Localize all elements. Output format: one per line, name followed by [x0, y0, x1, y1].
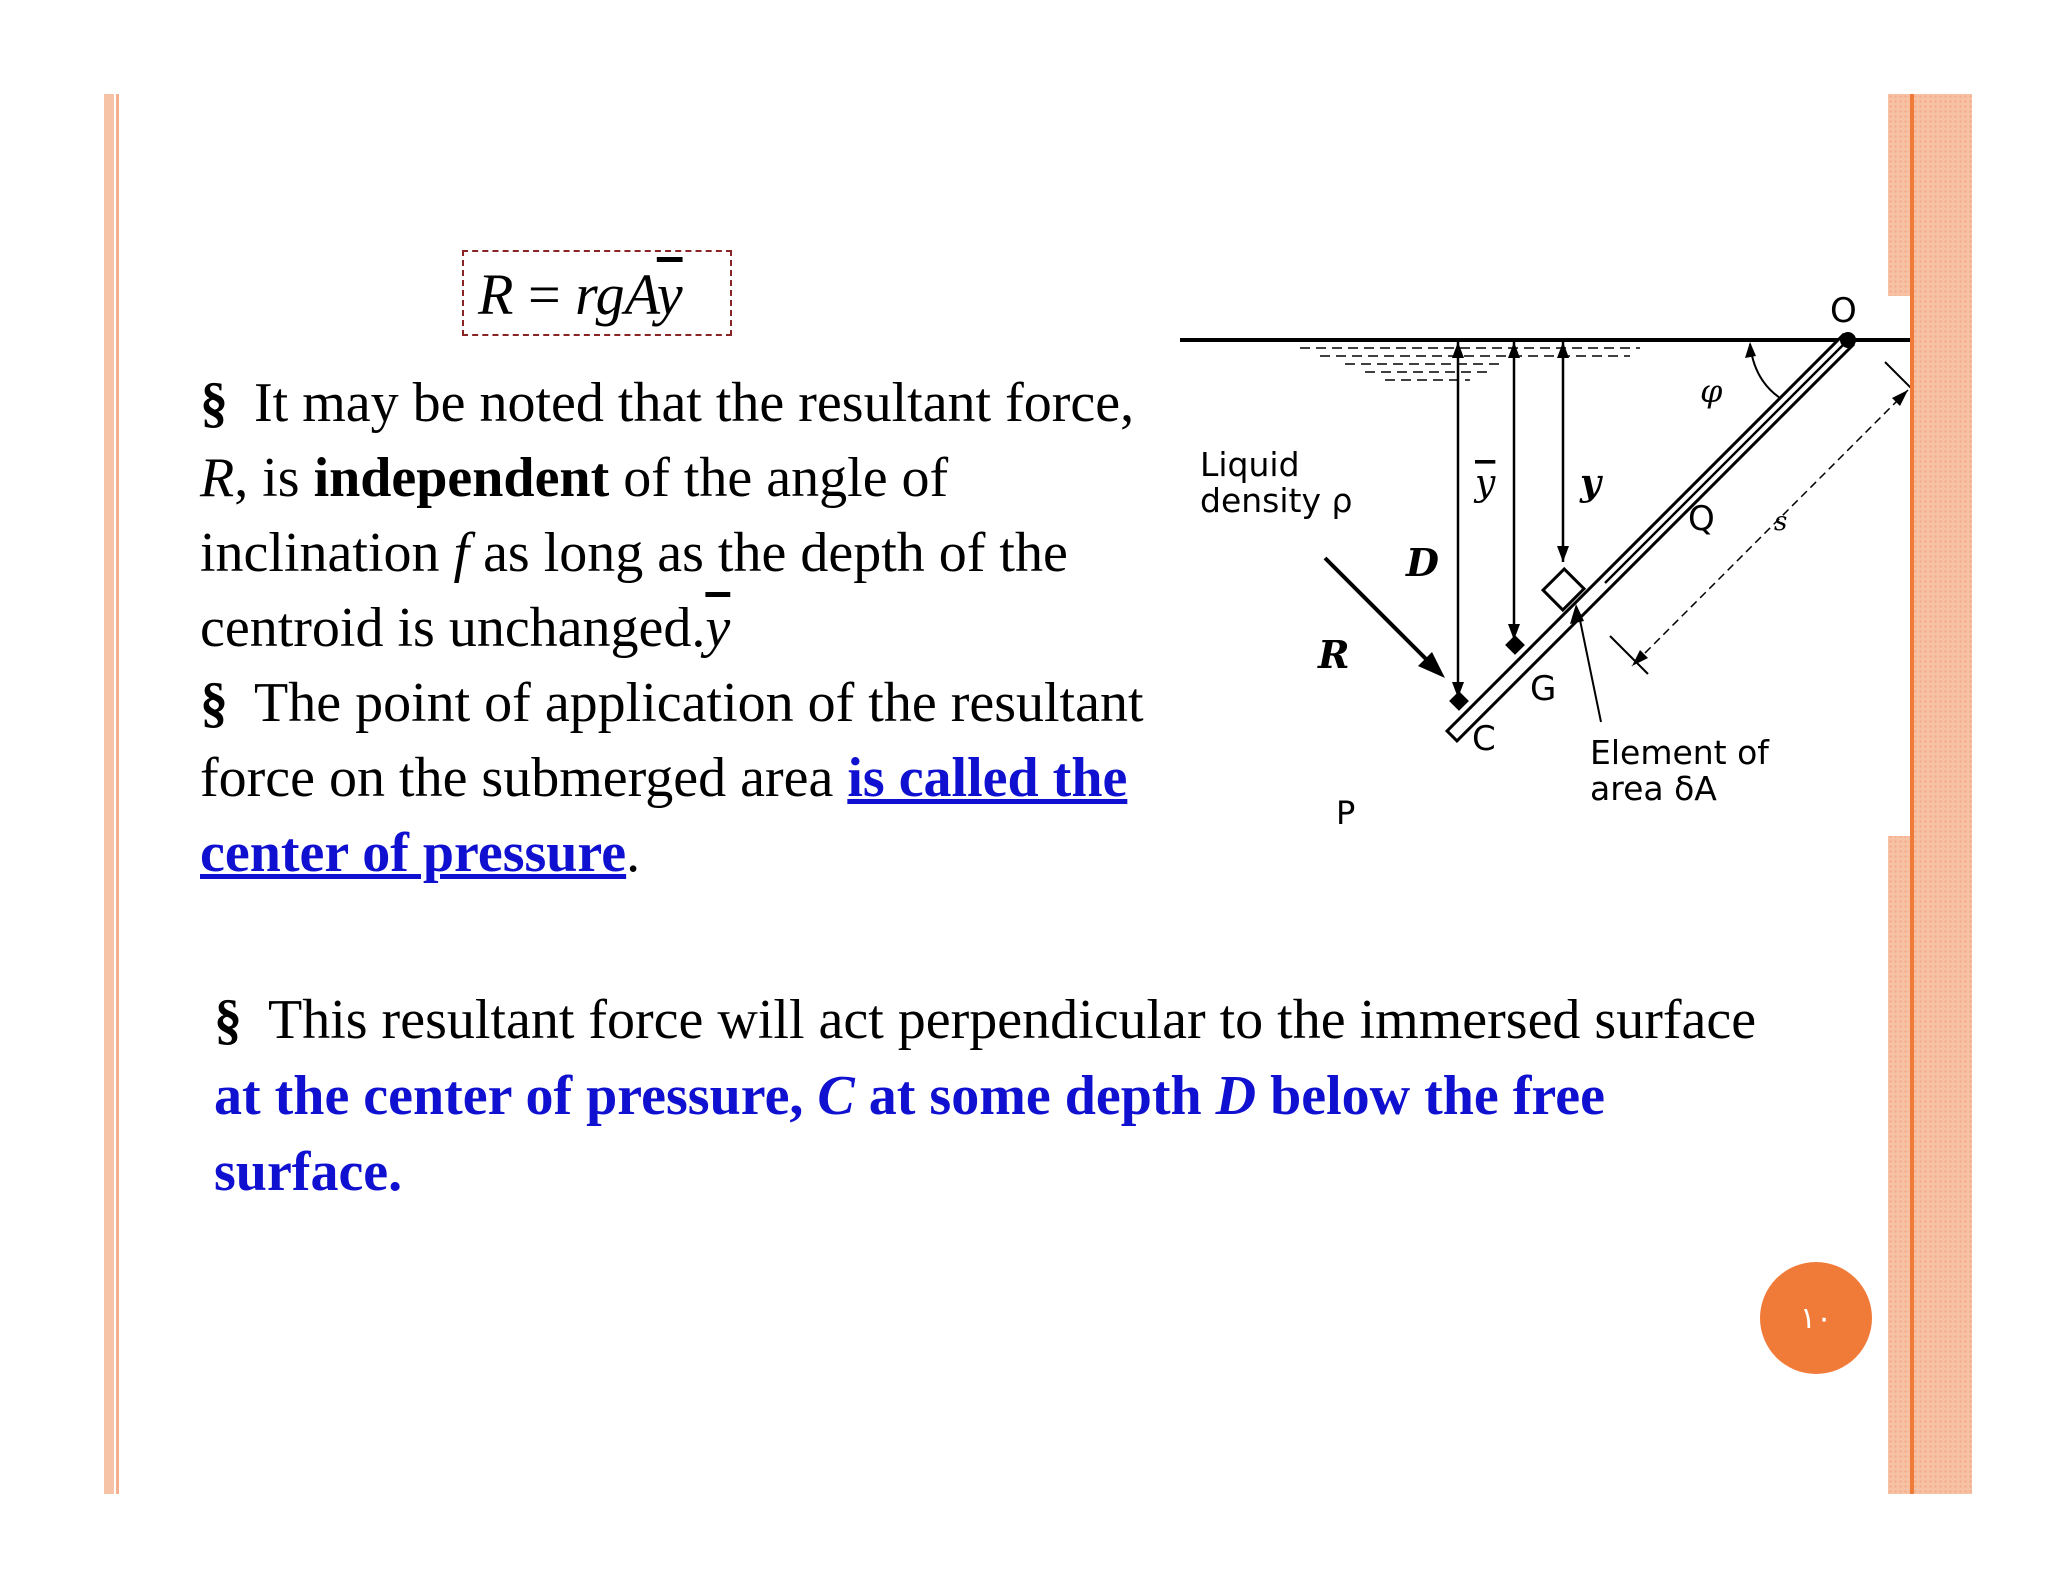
label-d: D	[1406, 540, 1439, 585]
symbol-r: R	[200, 447, 235, 509]
label-liquid: Liquid	[1200, 445, 1300, 484]
text: .	[626, 822, 641, 884]
formula-lhs: R	[478, 262, 514, 327]
bullet: §	[200, 672, 228, 734]
label-y: y	[1580, 462, 1601, 504]
blue-text: at the center of pressure, C at some depth D below the free surface.	[214, 1065, 1605, 1203]
formula-rhs: rgA	[575, 262, 657, 327]
paragraph-resultant	[200, 366, 1180, 891]
formula-equals: =	[527, 262, 561, 327]
label-ybar: y	[1475, 463, 1496, 504]
bullet: §	[214, 989, 242, 1051]
text: as long as the depth of the centroid is unchanged.	[200, 522, 1068, 659]
label-area: area δA	[1590, 769, 1717, 808]
left-frame-bar	[104, 94, 114, 1494]
label-element-of: Element of	[1590, 733, 1769, 772]
page-number-badge: ١٠	[1760, 1262, 1872, 1374]
left-frame-line	[116, 94, 119, 1494]
paragraph-perpendicular	[214, 982, 1774, 1210]
bold-independent: independent	[313, 447, 610, 509]
label-p: P	[1336, 794, 1356, 832]
right-accent-line	[1910, 94, 1914, 1494]
symbol-ybar: $\overline{y}$	[705, 597, 731, 659]
label-c: C	[1472, 719, 1496, 759]
symbol-c: C	[817, 1065, 855, 1127]
text: This resultant force will act perpendicular to the immersed surface	[268, 989, 1757, 1051]
symbol-f: f	[453, 522, 470, 584]
bullet: §	[200, 372, 228, 434]
label-r: R	[1318, 632, 1350, 677]
symbol-d: D	[1215, 1065, 1257, 1127]
label-o: O	[1830, 291, 1857, 331]
text: , is	[234, 447, 314, 509]
label-density: density ρ	[1200, 481, 1353, 520]
formula-ybar: $\overline{y}$	[656, 262, 683, 327]
label-g: G	[1530, 669, 1557, 709]
center-of-pressure-link[interactable]: is called the center of pressure	[200, 747, 1128, 884]
text: of the angle of inclination	[200, 447, 949, 584]
label-s: s	[1774, 507, 1788, 537]
resultant-force-formula	[462, 250, 732, 336]
label-phi: φ	[1700, 372, 1723, 410]
text: It may be noted that the resultant force,	[254, 372, 1135, 434]
text: The point of application of the resultant force on the submerged area	[200, 672, 1144, 809]
label-q: Q	[1688, 499, 1715, 539]
inclined-surface-diagram	[1170, 290, 1910, 850]
